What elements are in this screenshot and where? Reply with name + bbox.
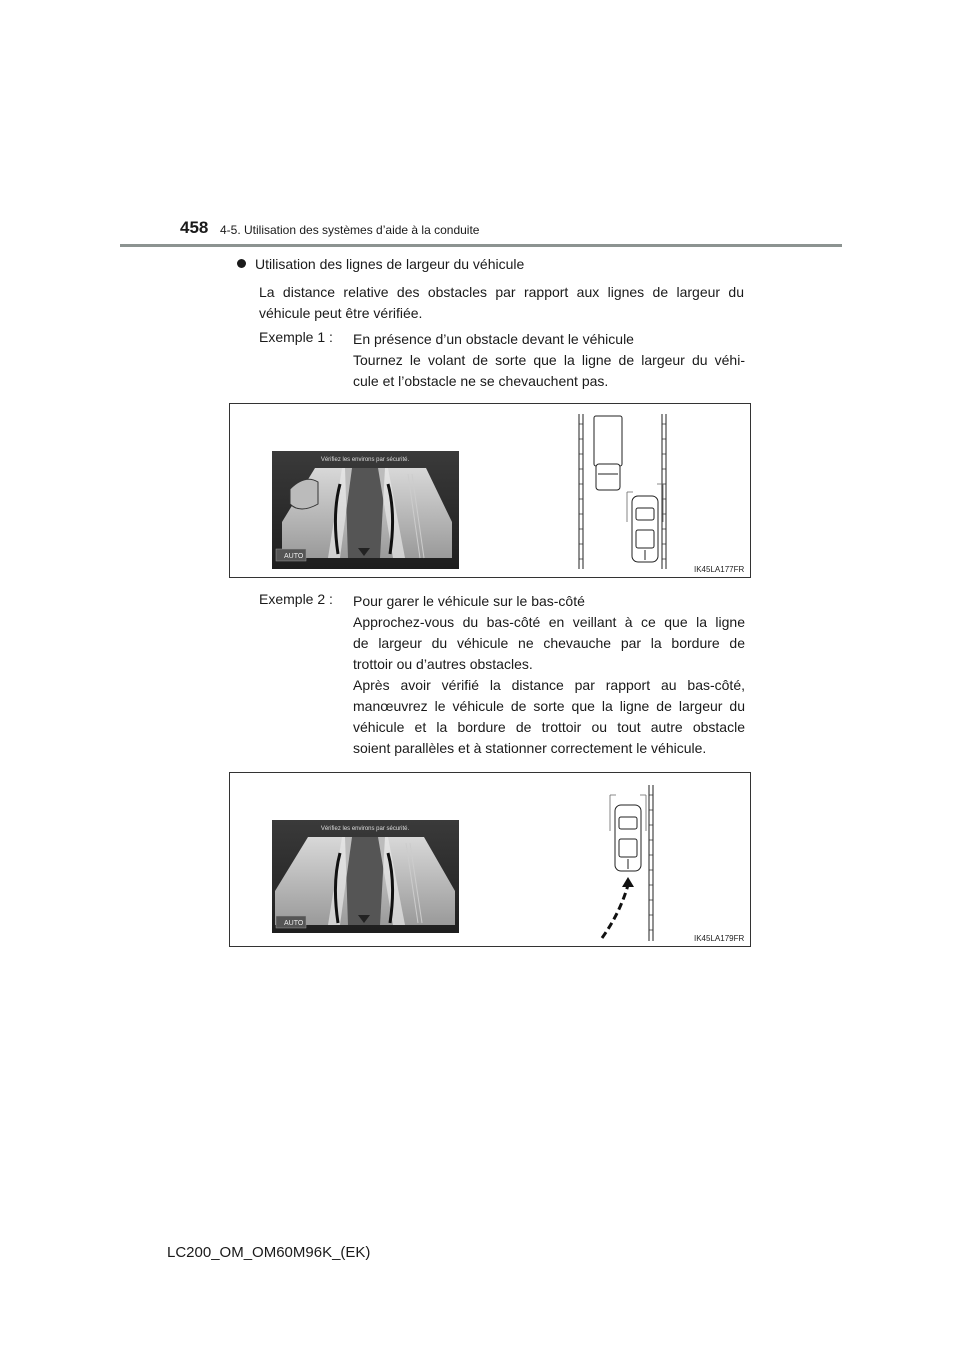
- intro-line: véhicule peut être vérifiée.: [259, 305, 423, 321]
- figure-1: [229, 403, 751, 578]
- example2-line: Approchez-vous du bas-côté en veillant à ce que la ligne: [353, 614, 745, 630]
- intro-paragraph: [259, 282, 744, 324]
- vehicle-topview: [615, 805, 641, 871]
- intro-line: La distance relative des obstacles par rapport aux lignes de largeur du: [259, 284, 744, 300]
- header-divider: [120, 244, 842, 247]
- figure-code: IK45LA177FR: [694, 565, 745, 574]
- example1-line: cule et l’obstacle ne se chevauchent pas.: [353, 373, 609, 389]
- example2-line: soient parallèles et à stationner correctement le véhicule.: [353, 740, 707, 756]
- example1-line: En présence d’un obstacle devant le véhicule: [353, 331, 634, 347]
- figure-1-illustration: [230, 404, 750, 577]
- section-title: 4-5. Utilisation des systèmes d’aide à la conduite: [220, 223, 480, 237]
- obstacle-truck: [594, 416, 622, 490]
- screen-message: Vérifiez les environs par sécurité.: [320, 457, 410, 463]
- road-diagram: [602, 785, 653, 941]
- example2-line: de largeur du véhicule ne chevauche par la bordure de: [353, 635, 745, 651]
- figure-2-illustration: [230, 773, 750, 946]
- bullet-heading-text: Utilisation des lignes de largeur du véhicule: [255, 256, 525, 272]
- auto-label: AUTO: [284, 553, 304, 560]
- camera-screen: [272, 820, 459, 933]
- road-diagram: [579, 414, 666, 569]
- example2-line: Pour garer le véhicule sur le bas-côté: [353, 593, 585, 609]
- screen-message: Vérifiez les environs par sécurité.: [320, 826, 410, 832]
- figure-2: [229, 772, 751, 947]
- vehicle-topview: [632, 496, 658, 562]
- bullet-heading: [237, 256, 524, 272]
- auto-label: AUTO: [284, 920, 304, 927]
- example2-line: manœuvrez le véhicule de sorte que la ligne de largeur du: [353, 698, 745, 714]
- page-number: 458: [180, 218, 209, 237]
- figure-code: IK45LA179FR: [694, 934, 745, 943]
- camera-screen: [272, 451, 459, 569]
- example1-label: Exemple 1 :: [259, 329, 333, 345]
- example2-line: trottoir ou d’autres obstacles.: [353, 656, 533, 672]
- example2-line: véhicule et la bordure de trottoir ou tout autre obstacle: [353, 719, 745, 735]
- example1-line: Tournez le volant de sorte que la ligne de largeur du véhi-: [353, 352, 745, 368]
- approach-arrow: [602, 877, 634, 938]
- footer-doc-id: LC200_OM_OM60M96K_(EK): [167, 1244, 371, 1261]
- bullet-icon: [237, 259, 246, 268]
- example2-line: Après avoir vérifié la distance par rapport au bas-côté,: [353, 677, 745, 693]
- example2-label: Exemple 2 :: [259, 591, 333, 607]
- example2-text: [353, 591, 745, 759]
- example1-text: [353, 329, 745, 392]
